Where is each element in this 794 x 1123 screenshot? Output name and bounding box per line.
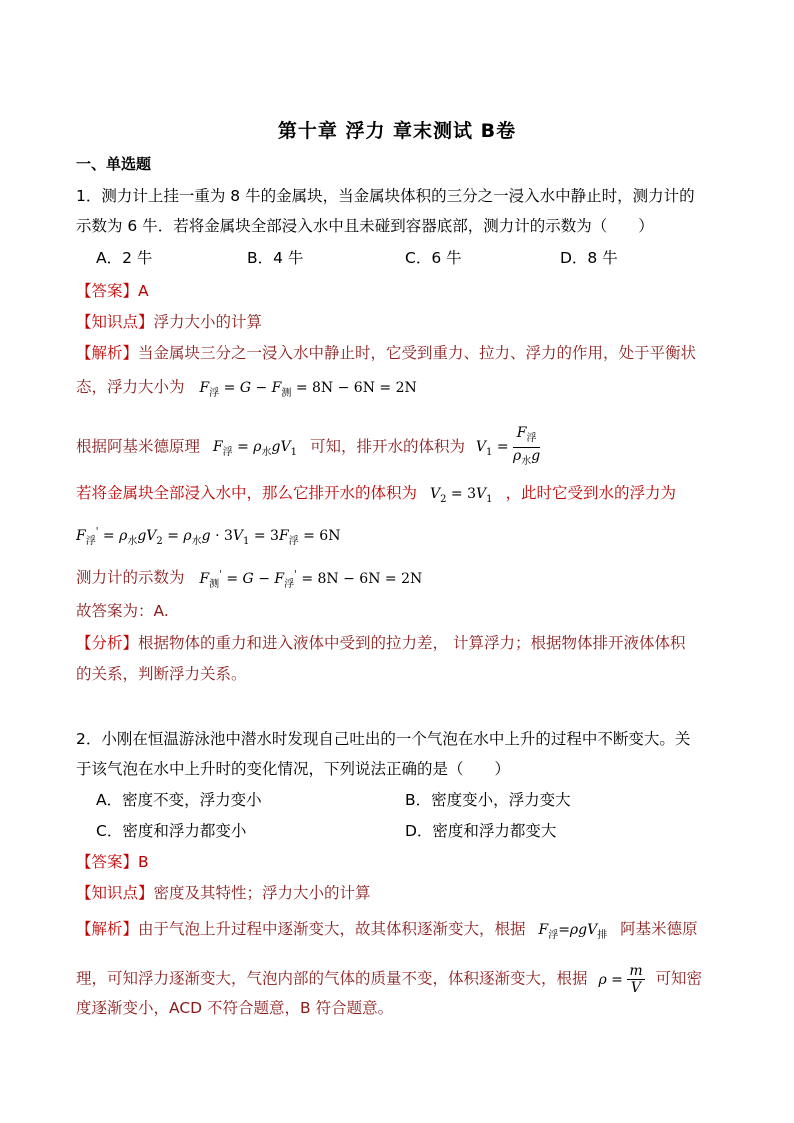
q1-knowledge-point	[76, 312, 262, 332]
q1-analysis-line2: 态，浮力大小为 $F_浮 = G - F_测 = 8N - 6N = 2N$	[76, 378, 417, 399]
q1-analysis-line4: 若将金属块全部浸入水中，那么它排开水的体积为 $V_2 = 3V_1$ ，此时它受到水的浮力为	[76, 484, 676, 505]
analysis-text: 当金属块三分之一浸入水中静止时，它受到重力、拉力、浮力的作用，处于平衡状	[138, 344, 697, 362]
answer-value: A	[138, 282, 149, 300]
q2-analysis-line3: 度逐渐变小，ACD 不符合题意，B 符合题意。	[76, 999, 394, 1017]
section-heading: 一、单选题	[76, 155, 152, 173]
q1-analysis-line1	[76, 343, 696, 363]
fenxi-tag: 【分析】	[76, 634, 139, 652]
formula-buoyancy: $F_浮 = G - F_测 = 8N - 6N = 2N$	[199, 380, 417, 399]
q1-analysis-line3: 根据阿基米德原理 $F_浮 = \rho_水gV_1$ 可知，排开水的体积为 $V_1$ = $\frac{F_浮}{\rho_水g}$	[76, 425, 541, 467]
formula-density: ρ = $\frac{m}{V}$	[598, 963, 643, 996]
q2-option-c: C．密度和浮力都变小	[96, 822, 247, 840]
knowledge-tag: 【知识点】	[76, 884, 154, 902]
analysis-tag: 【解析】	[76, 344, 139, 362]
q2-knowledge-point	[76, 883, 371, 903]
formula-volume: $V_1$ = $\frac{F_浮}{\rho_水g}$	[475, 425, 541, 467]
q2-stem-line1: 2．小刚在恒温游泳池中潜水时发现自己吐出的一个气泡在水中上升的过程中不断变大。关	[76, 730, 691, 748]
formula-buoyancy-q2: $F_浮=\rho gV_排$	[538, 922, 608, 941]
q1-stem-line1: 1．测力计上挂一重为 8 牛的金属块，当金属块体积的三分之一浸入水中静止时，测力计的	[76, 187, 695, 205]
formula-archimedes: $F_浮 = \rho_水gV_1$	[212, 439, 297, 459]
q2-analysis-line2: 理，可知浮力逐渐变大，气泡内部的气体的质量不变，体积逐渐变大，根据 ρ = $\frac{m}{V}$ 可知密	[76, 963, 703, 996]
answer-value: B	[138, 853, 149, 871]
q1-fenxi-line2: 的关系，判断浮力关系。	[76, 665, 247, 683]
answer-tag: 【答案】	[76, 853, 139, 871]
q2-answer	[76, 852, 149, 872]
q1-answer	[76, 281, 149, 301]
q1-option-a: A．2 牛	[96, 249, 153, 267]
q2-option-a: A．密度不变，浮力变小	[96, 791, 262, 809]
formula-v2: $V_2 = 3V_1$	[429, 486, 493, 505]
analysis-tag: 【解析】	[76, 920, 139, 938]
page-title: 第十章 浮力 章末测试 B卷	[277, 120, 517, 142]
q2-analysis-line1: 【解析】由于气泡上升过程中逐渐变大，故其体积逐渐变大，根据 $F_浮=\rho gV_排$ 阿基米德原	[76, 920, 698, 941]
q2-option-b: B．密度变小，浮力变大	[405, 791, 571, 809]
q1-analysis-line5	[76, 522, 340, 551]
q1-fenxi-line1: 【分析】根据物体的重力和进入液体中受到的拉力差， 计算浮力；根据物体排开液体体积	[76, 634, 686, 652]
knowledge-text: 密度及其特性；浮力大小的计算	[153, 884, 371, 902]
q1-option-c: C．6 牛	[405, 249, 462, 267]
knowledge-text: 浮力大小的计算	[153, 313, 263, 331]
formula-reading: $F_测' = G - F_浮' = 8N - 6N = 2N$	[199, 569, 423, 590]
answer-tag: 【答案】	[76, 282, 139, 300]
q1-option-d: D．8 牛	[560, 249, 618, 267]
formula-new-buoyancy: $F_浮' = \rho_水gV_2 = \rho_水g \cdot 3V_1 = 3F_浮 = 6N$	[76, 526, 341, 547]
knowledge-tag: 【知识点】	[76, 313, 154, 331]
q1-conclusion: 故答案为：A.	[76, 602, 169, 620]
q2-stem-line2: 于该气泡在水中上升时的变化情况，下列说法正确的是（ ）	[76, 760, 511, 778]
q1-option-b: B．4 牛	[247, 249, 304, 267]
q1-analysis-line6: 测力计的示数为 $F_测' = G - F_浮' = 8N - 6N = 2N$	[76, 568, 423, 590]
q2-option-d: D．密度和浮力都变大	[405, 822, 557, 840]
q1-stem-line2: 示数为 6 牛．若将金属块全部浸入水中且未碰到容器底部，测力计的示数为（ ）	[76, 217, 654, 235]
